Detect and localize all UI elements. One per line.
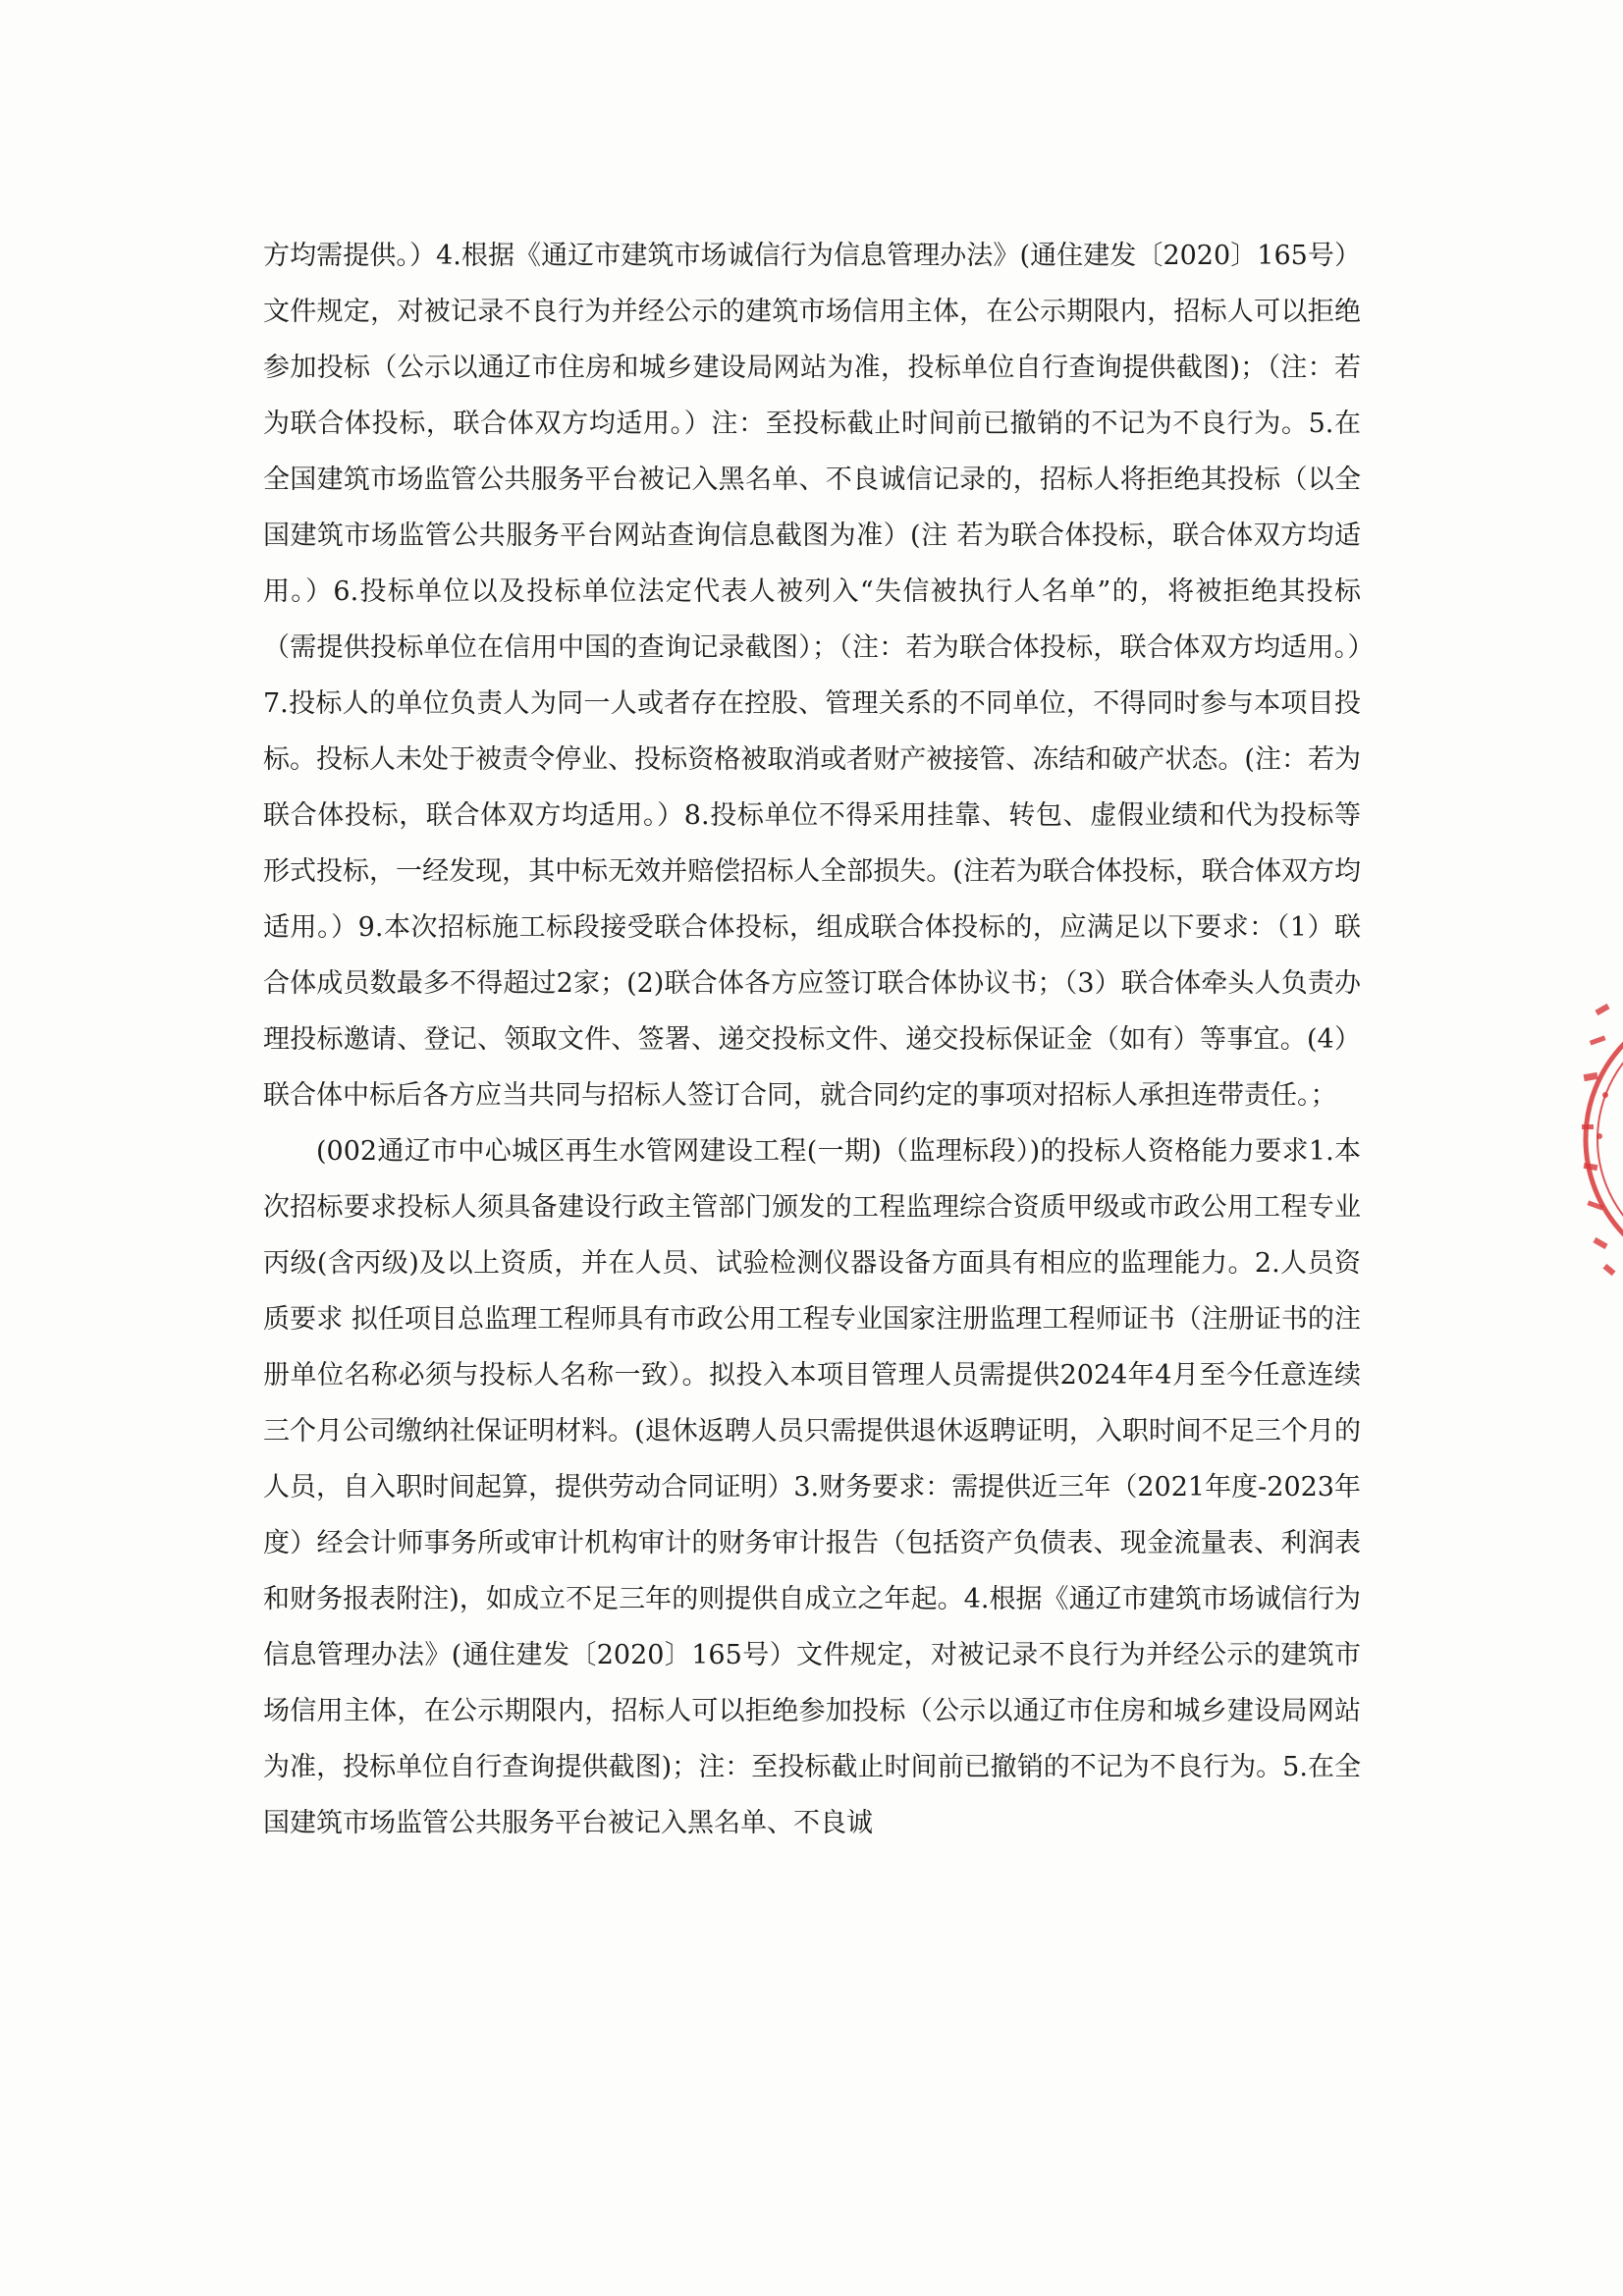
- document-body: [263, 228, 1361, 1851]
- paragraph-2: (002通辽市中心城区再生水管网建设工程(一期)（监理标段）)的投标人资格能力要求1.本次招标要求投标人须具备建设行政主管部门颁发的工程监理综合资质甲级或市政公用工程专业丙级(含丙级)及以上资质，并在人员、试验检测仪器设备方面具有相应的监理能力。2.人员资质要求 拟任项目总监理工程师具有市政公用工程专业国家注册监理工程师证书（注册证书的注册单位名称必须与投标人名称一致）。拟投入本项目管理人员需提供2024年4月至今任意连续三个月公司缴纳社保证明材料。(退休返聘人员只需提供退休返聘证明，入职时间不足三个月的人员，自入职时间起算，提供劳动合同证明）3.财务要求：需提供近三年（2021年度-2023年度）经会计师事务所或审计机构审计的财务审计报告（包括资产负债表、现金流量表、利润表和财务报表附注)，如成立不足三年的则提供自成立之年起。4.根据《通辽市建筑市场诚信行为信息管理办法》(通住建发〔2020〕165号）文件规定，对被记录不良行为并经公示的建筑市场信用主体，在公示期限内，招标人可以拒绝参加投标（公示以通辽市住房和城乡建设局网站为准，投标单位自行查询提供截图)；注：至投标截止时间前已撤销的不记为不良行为。5.在全国建筑市场监管公共服务平台被记入黑名单、不良诚: [263, 1136, 1361, 1838]
- red-seal-stamp-icon: [1576, 977, 1623, 1301]
- paragraph-1: 方均需提供。）4.根据《通辽市建筑市场诚信行为信息管理办法》(通住建发〔2020〕165号）文件规定，对被记录不良行为并经公示的建筑市场信用主体，在公示期限内，招标人可以拒绝参加投标（公示以通辽市住房和城乡建设局网站为准，投标单位自行查询提供截图)；（注：若为联合体投标，联合体双方均适用。）注：至投标截止时间前已撤销的不记为不良行为。5.在全国建筑市场监管公共服务平台被记入黑名单、不良诚信记录的，招标人将拒绝其投标（以全国建筑市场监管公共服务平台网站查询信息截图为准）(注 若为联合体投标，联合体双方均适用。）6.投标单位以及投标单位法定代表人被列入“失信被执行人名单”的，将被拒绝其投标（需提供投标单位在信用中国的查询记录截图）；（注：若为联合体投标，联合体双方均适用。）7.投标人的单位负责人为同一人或者存在控股、管理关系的不同单位，不得同时参与本项目投标。投标人未处于被责令停业、投标资格被取消或者财产被接管、冻结和破产状态。(注：若为联合体投标，联合体双方均适用。）8.投标单位不得采用挂靠、转包、虚假业绩和代为投标等形式投标，一经发现，其中标无效并赔偿招标人全部损失。(注若为联合体投标，联合体双方均适用。）9.本次招标施工标段接受联合体投标，组成联合体投标的，应满足以下要求：（1）联合体成员数最多不得超过2家；(2)联合体各方应签订联合体协议书；（3）联合体牵头人负责办理投标邀请、登记、领取文件、签署、递交投标文件、递交投标保证金（如有）等事宜。(4）联合体中标后各方应当共同与招标人签订合同，就合同约定的事项对招标人承担连带责任。；: [263, 241, 1361, 1111]
